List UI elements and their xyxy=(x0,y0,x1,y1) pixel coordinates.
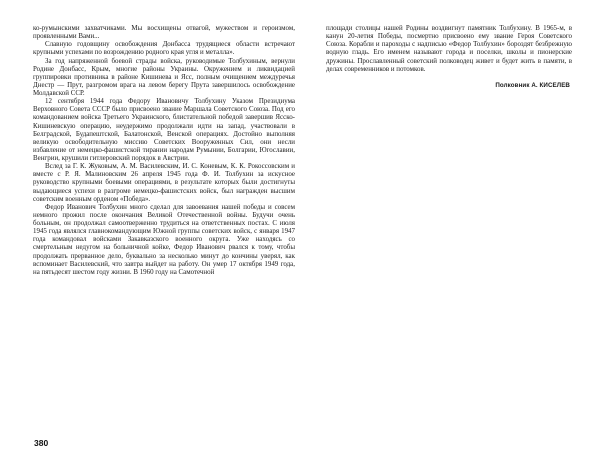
paragraph: За год напряженной боевой страды войска, руководимые Толбухиным, вернули Родине Донбасс, Крым, многие районы Украины. Окружением и ликвидацией группировки противника в районе Кишинева и Ясс, полным очищением междуречья Днестр — Прут, разгромом врага на левом берегу Прута завершилось освобождение Молдавской ССР. xyxy=(33,56,295,97)
paragraph: ко-румынскими захватчиками. Мы восхищены отвагой, мужеством и героизмом, проявленными Вами... xyxy=(33,24,295,41)
right-text-column xyxy=(326,24,572,90)
paragraph: 12 сентября 1944 года Федору Ивановичу Толбухину Указом Президиума Верховного Совета СССР было присвоено звание Маршала Советского Союза. Под его командованием войска Третьего Украинского, блистательной победой завершив Ясско-Кишиневскую операцию, неудержимо продолжали идти на запад, участвовали в Белградской, Будапештской, Балатонской, Венской операциях. Достойно выполняя великую освободительную миссию Советских Вооруженных Сил, они несли избавление от немецко-фашистской тирании народам Румынии, Болгарии, Югославии, Венгрии, крушили гитлеровский порядок в Австрии. xyxy=(33,97,295,162)
author-signature: Полковник А. КИСЕЛЕВ xyxy=(495,81,570,89)
page-number: 380 xyxy=(34,438,49,448)
paragraph: площади столицы нашей Родины воздвигнут памятник Толбухину. В 1965-м, в канун 20-летия Победы, посмертно присвоено ему звание Героя Советского Союза. Корабли и пароходы с надписью «Федор Толбухин» бороздят безбрежную водную гладь. Его именем называют города и поселки, школы и пионерские дружины. Прославленный советский полководец живет и будет жить в памяти, в делах современников и потомков. xyxy=(326,24,572,73)
paragraph: Славную годовщину освобождения Донбасса трудящиеся области встречают крупными успехами по возрождению родного края угля и металла». xyxy=(33,40,295,57)
left-text-column xyxy=(33,24,295,276)
paragraph: Вслед за Г. К. Жуковым, А. М. Василевским, И. С. Коневым, К. К. Рокоссовским и вместе с Р. Я. Малиновским 26 апреля 1945 года Ф. И. Толбухин за искусное руководство крупными боевыми операциями, в результате которых были достигнуты выдающиеся успехи в разгроме немецко-фашистских войск, был награжден высшим советским военным орденом «Победа». xyxy=(33,162,295,203)
paragraph: Федор Иванович Толбухин много сделал для завоевания нашей победы и совсем немного прожил после окончания Великой Отечественной войны. Будучи очень больным, он продолжал самоотверженно трудиться на ответственных постах. С июля 1945 года являлся главнокомандующим Южной группы советских войск, с января 1947 года командовал войсками Закавказского военного округа. Уже находясь со смертельным недугом на больничной койке, Федор Иванович рвался к тому, чтобы продолжать прерванное дело, буквально за несколько минут до кончины уверял, как вспоминает Василевский, что завтра выйдет на работу. Он умер 17 октября 1949 года, на пятьдесят шестом году жизни. В 1960 году на Самотечной xyxy=(33,202,295,276)
